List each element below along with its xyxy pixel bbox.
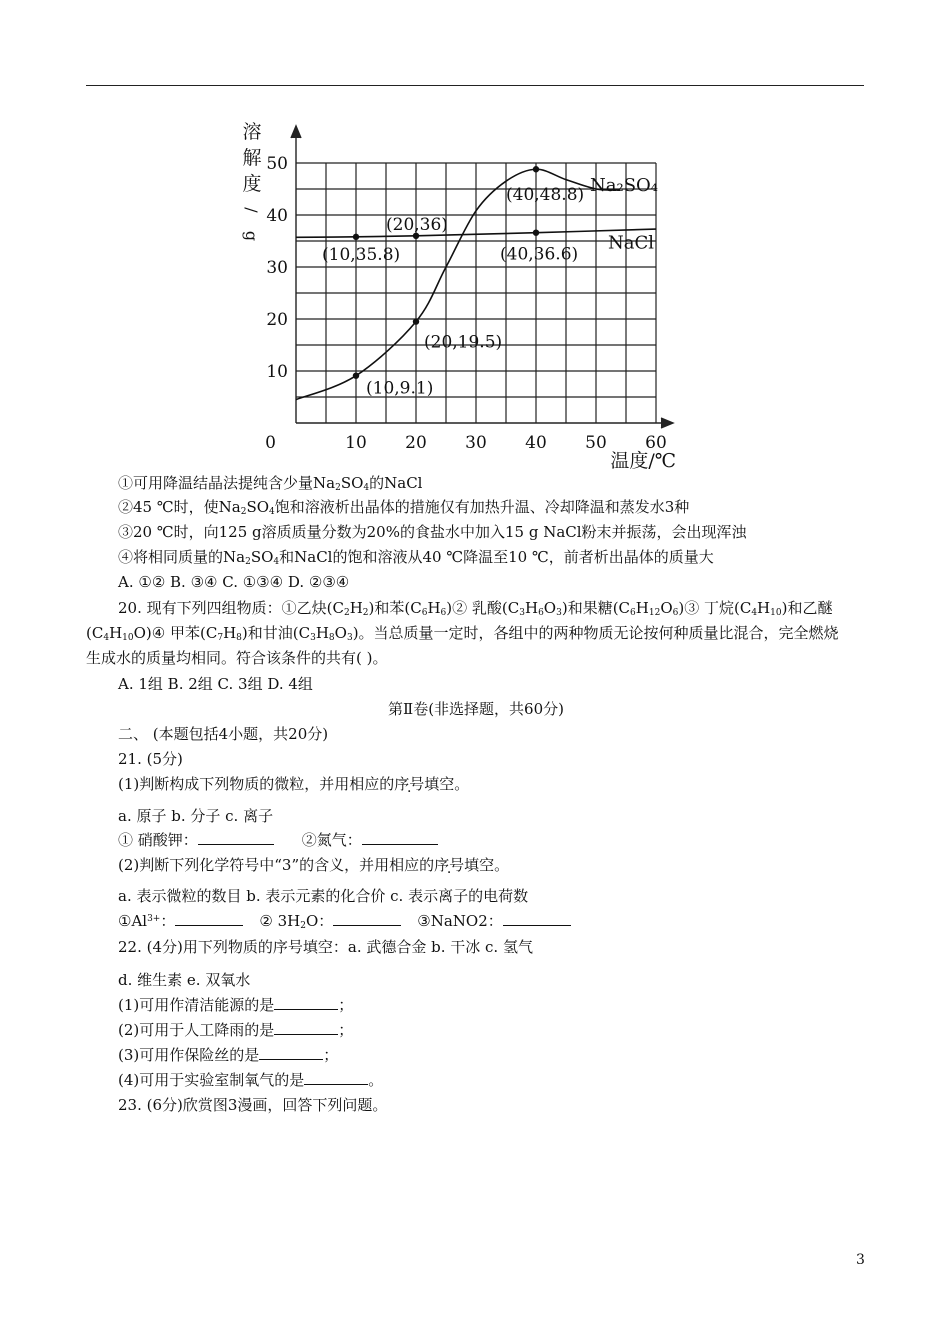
y-axis-label-char: 度 [242, 173, 262, 195]
x-tick-label: 40 [525, 433, 547, 453]
q22-item-2: (2)可用于人工降雨的是 ； [118, 1021, 354, 1039]
answer-blank[interactable] [274, 1022, 338, 1035]
data-point [353, 372, 359, 378]
answer-blank[interactable] [198, 832, 274, 845]
answer-blank[interactable] [333, 913, 401, 926]
x-tick-label: 20 [405, 433, 427, 453]
section-part: 二、 (本题包括4小题，共20分) [118, 725, 329, 743]
q21-part-1: (1)判断构成下列物质的微粒，并用相应的序号填空。 [118, 775, 470, 793]
data-point [533, 229, 539, 235]
series-label-nacl: NaCl [608, 232, 655, 254]
point-label: (10,35.8) [322, 244, 401, 265]
q21-fill-2: $①Al^{3+}$： ② $3H_2O$： ③NaNO2： [118, 911, 571, 931]
y-axis-label-char: 溶 [242, 121, 262, 143]
y-axis-label-char: 解 [242, 147, 262, 169]
point-label: (20,19.5) [424, 332, 503, 353]
q19-statement-3: ③20 ℃时，向125 g溶质质量分数为20%的食盐水中加入15 g NaCl粉末并振荡，会出现浑浊 [118, 523, 747, 541]
emphasis-dots: 序号 [434, 856, 465, 874]
y-tick-label: 30 [266, 258, 288, 278]
q21-fill-1: ① 硝酸钾： ②氮气： [118, 830, 438, 850]
data-point [353, 234, 359, 240]
q22-item-3: (3)可用作保险丝的是 ； [118, 1046, 339, 1064]
chart-axes [291, 126, 673, 428]
y-axis-label-char: g [242, 230, 261, 242]
emphasis-dots: 序号 [394, 775, 425, 793]
q19-statement-4: ④将相同质量的$Na_2SO_4$和NaCl的饱和溶液从40 ℃降温至10 ℃，前者析出晶体的质量大 [118, 548, 714, 567]
solubility-chart [236, 118, 676, 474]
y-axis-arrow [291, 126, 301, 138]
x-tick-label: 10 [345, 433, 367, 453]
y-tick-label: 10 [266, 362, 288, 382]
data-point [533, 166, 539, 172]
x-axis-arrow [661, 418, 673, 428]
section-title: 第Ⅱ卷(非选择题，共60分) [388, 700, 564, 718]
point-label: (10,9.1) [366, 378, 434, 399]
q20-line-2: $(C_4H_{10}O)④$ 甲苯$(C_7H_8)$和甘油$(C_3H_8O_3)$。当总质量一定时，各组中的两种物质无论按何种质量比混合，完全燃烧 [86, 624, 839, 643]
x-tick-label: 30 [465, 433, 487, 453]
origin-label: 0 [265, 433, 276, 453]
q19-options: A. ①② B. ③④ C. ①③④ D. ②③④ [118, 573, 350, 591]
q21-options-1: a. 原子 b. 分子 c. 离子 [118, 807, 274, 825]
q21-part-2: (2)判断下列化学符号中“3”的含义，并用相应的序号填空。 [118, 856, 510, 874]
q20-options: A. 1组 B. 2组 C. 3组 D. 4组 [118, 675, 313, 693]
answer-blank[interactable] [503, 913, 571, 926]
answer-blank[interactable] [304, 1072, 368, 1085]
q22-head: 22. (4分)用下列物质的序号填空：a. 武德合金 b. 干冰 c. 氢气 [118, 938, 533, 956]
series-label-na2so4: Na₂SO₄ [590, 175, 659, 196]
q21-options-2: a. 表示微粒的数目 b. 表示元素的化合价 c. 表示离子的电荷数 [118, 887, 529, 905]
answer-blank[interactable] [274, 997, 338, 1010]
q20-line-3: 生成水的质量均相同。符合该条件的共有( )。 [86, 649, 388, 667]
y-tick-label: 20 [266, 310, 288, 330]
point-label: (20,36) [386, 214, 448, 235]
q20-line-1: 20. 现有下列四组物质：①乙炔$(C_2H_2)$和苯$(C_6H_6)②$ 乳酸$(C_3H_6O_3)$和果糖$(C_6H_{12}O_6)③$ 丁烷$(C_4H_{10})$和乙醚 [118, 599, 833, 618]
q22-item-1: (1)可用作清洁能源的是 ； [118, 996, 354, 1014]
header-rule [86, 85, 864, 86]
q19-statement-2: ②45 ℃时，使$Na_2SO_4$饱和溶液析出晶体的措施仅有加热升温、冷却降温和蒸发水3种 [118, 498, 690, 517]
q21-head: 21. (5分) [118, 750, 183, 768]
x-tick-label: 50 [585, 433, 607, 453]
q22-line-2: d. 维生素 e. 双氧水 [118, 971, 251, 989]
answer-blank[interactable] [362, 832, 438, 845]
q22-item-4: (4)可用于实验室制氧气的是 。 [118, 1071, 384, 1089]
answer-blank[interactable] [175, 913, 243, 926]
q19-statement-1: ①可用降温结晶法提纯含少量$Na_2SO_4$的NaCl [118, 474, 423, 493]
x-axis-label: 温度/℃ [610, 450, 676, 472]
chart-grid [296, 163, 659, 423]
data-point [413, 318, 419, 324]
y-tick-label: 40 [266, 206, 288, 226]
y-axis-label-char: / [242, 207, 261, 213]
point-label: (40,48.8) [506, 185, 585, 206]
y-tick-label: 50 [266, 154, 288, 174]
answer-blank[interactable] [259, 1047, 323, 1060]
page-number: 3 [856, 1252, 865, 1268]
x-tick-label: 60 [645, 433, 667, 453]
point-label: (40,36.6) [500, 244, 579, 265]
q23-text: 23. (6分)欣赏图3漫画，回答下列问题。 [118, 1096, 388, 1114]
